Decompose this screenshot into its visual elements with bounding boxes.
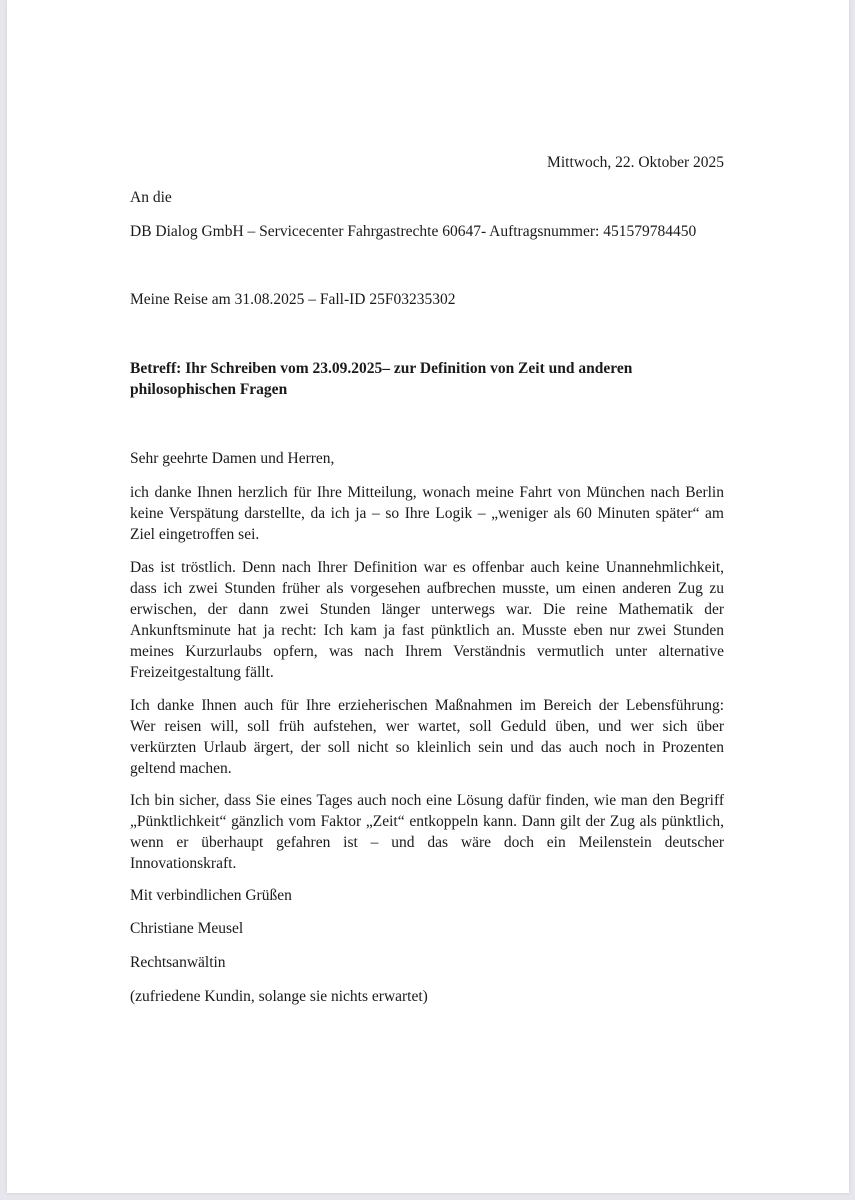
text-line: meines Kurzurlaubs opfern, was nach Ihrem Verständnis vermutlich unter alternative xyxy=(130,643,724,660)
text-line: keine Verspätung darstellte, da ich ja – so Ihre Logik – „weniger als 60 Minuten später“ am xyxy=(130,505,724,522)
text-line: Ziel eingetroffen sei. xyxy=(130,526,260,543)
subject-line: philosophischen Fragen xyxy=(130,381,288,398)
recipient-intro: An die xyxy=(130,189,172,206)
postscript: (zufriedene Kundin, solange sie nichts erwartet) xyxy=(130,988,428,1005)
paragraph-3 xyxy=(130,695,724,779)
salutation: Sehr geehrte Damen und Herren, xyxy=(130,450,335,467)
text-line: dass ich zwei Stunden früher als vorgesehen aufbrechen musste, um einen anderen Zug zu xyxy=(130,580,724,597)
subject xyxy=(130,358,724,400)
text-line: Das ist tröstlich. Denn nach Ihrer Definition war es offenbar auch keine Unannehmlichkeit, xyxy=(130,559,724,576)
text-line: Innovationskraft. xyxy=(130,855,237,872)
subject-line: Betreff: Ihr Schreiben vom 23.09.2025– zur Definition von Zeit und anderen xyxy=(130,360,633,377)
signature-name: Christiane Meusel xyxy=(130,920,244,937)
signature-title: Rechtsanwältin xyxy=(130,954,226,971)
text-line: Freizeitgestaltung fällt. xyxy=(130,664,274,681)
text-line: erwischen, der dann zwei Stunden länger unterwegs war. Die reine Mathematik der xyxy=(130,601,724,618)
recipient-address: DB Dialog GmbH – Servicecenter Fahrgastrechte 60647- Auftragsnummer: 451579784450 xyxy=(130,223,697,240)
text-line: geltend machen. xyxy=(130,760,232,777)
paragraph-2 xyxy=(130,557,724,683)
text-line: verkürzten Urlaub ärgert, der soll nicht so kleinlich sein und das auch noch in Prozenten xyxy=(130,739,724,756)
reference-line: Meine Reise am 31.08.2025 – Fall-ID 25F03235302 xyxy=(130,291,456,308)
text-line: Ich bin sicher, dass Sie eines Tages auch noch eine Lösung dafür finden, wie man den Begriff xyxy=(130,792,724,809)
paragraph-4 xyxy=(130,790,724,874)
text-line: Wer reisen will, soll früh aufstehen, wer wartet, soll Geduld üben, und wer sich über xyxy=(130,718,724,735)
letter-page xyxy=(7,0,849,1193)
text-line: „Pünktlichkeit“ gänzlich vom Faktor „Zeit“ entkoppeln kann. Dann gilt der Zug als pünktlich, xyxy=(130,813,724,830)
closing: Mit verbindlichen Grüßen xyxy=(130,887,292,904)
text-line: Ankunftsminute hat ja recht: Ich kam ja fast pünktlich an. Musste eben nur zwei Stunden xyxy=(130,622,724,639)
text-line: Ich danke Ihnen auch für Ihre erzieherischen Maßnahmen im Bereich der Lebensführung: xyxy=(130,697,724,714)
text-line: wenn er überhaupt gefahren ist – und das wäre doch ein Meilenstein deutscher xyxy=(130,834,724,851)
paragraph-1 xyxy=(130,482,724,545)
letter-date: Mittwoch, 22. Oktober 2025 xyxy=(547,154,724,171)
text-line: ich danke Ihnen herzlich für Ihre Mitteilung, wonach meine Fahrt von München nach Berlin xyxy=(130,484,724,501)
